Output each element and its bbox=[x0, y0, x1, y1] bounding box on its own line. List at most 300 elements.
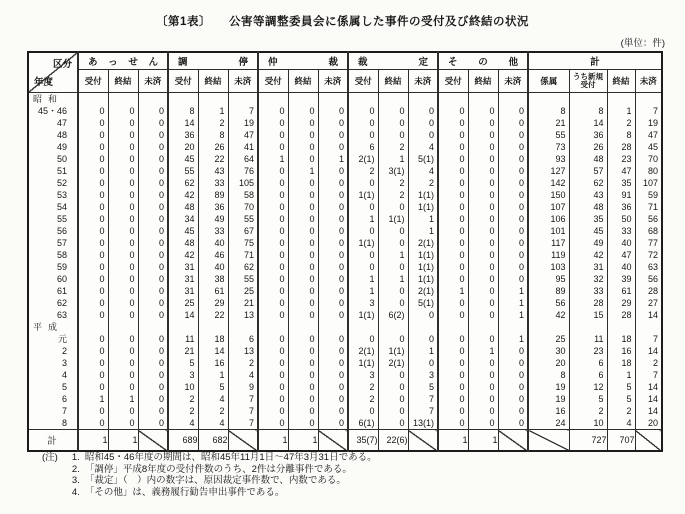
data-cell: 0 bbox=[459, 346, 465, 356]
data-cell: 0 bbox=[518, 190, 524, 200]
data-cell: 3(1) bbox=[388, 166, 405, 176]
data-cell: 13 bbox=[243, 310, 254, 320]
year-label: 62 bbox=[56, 298, 67, 308]
data-column bbox=[258, 93, 288, 430]
data-cell: 0 bbox=[518, 214, 524, 224]
footnotes-label: (注) bbox=[42, 452, 58, 463]
data-cell: 0 bbox=[518, 274, 524, 284]
data-cell: 0 bbox=[309, 202, 315, 212]
data-cell: 0 bbox=[338, 370, 344, 380]
data-cell: 5 bbox=[626, 382, 632, 392]
data-cell: 0 bbox=[99, 214, 105, 224]
data-cell: 0 bbox=[459, 178, 465, 188]
data-cell: 2 bbox=[369, 394, 375, 404]
data-cell: 0 bbox=[279, 238, 285, 248]
data-cell bbox=[229, 93, 258, 105]
data-cell: 28 bbox=[647, 286, 658, 296]
data-cell: 14 bbox=[647, 406, 658, 416]
data-cell: 31 bbox=[184, 262, 195, 272]
data-cell: 0 bbox=[129, 178, 135, 188]
year-label: 2 bbox=[61, 346, 67, 356]
data-cell: 1 bbox=[428, 226, 434, 236]
year-label: 5 bbox=[61, 382, 67, 392]
data-cell: 0 bbox=[279, 262, 285, 272]
subcolumn-header: 終結 bbox=[288, 70, 318, 93]
data-cell: 0 bbox=[129, 334, 135, 344]
data-cell: 38 bbox=[214, 274, 225, 284]
data-cell: 0 bbox=[369, 202, 375, 212]
data-cell: 0 bbox=[129, 166, 135, 176]
data-cell: 2 bbox=[399, 142, 405, 152]
data-cell: 1 bbox=[369, 286, 375, 296]
total-cell: 707 bbox=[607, 430, 635, 452]
data-cell bbox=[570, 321, 607, 333]
data-cell: 0 bbox=[309, 238, 315, 248]
data-cell: 1 bbox=[399, 154, 405, 164]
data-cell: 0 bbox=[459, 130, 465, 140]
data-cell: 8 bbox=[189, 106, 195, 116]
footnote-number: 1. bbox=[71, 452, 80, 463]
data-cell: 0 bbox=[309, 334, 315, 344]
data-cell: 4 bbox=[428, 142, 434, 152]
data-cell: 0 bbox=[369, 178, 375, 188]
data-cell: 1(1) bbox=[417, 274, 434, 284]
data-cell bbox=[349, 93, 378, 105]
year-label: 47 bbox=[56, 118, 67, 128]
data-cell: 0 bbox=[518, 394, 524, 404]
data-cell: 0 bbox=[428, 118, 434, 128]
data-cell bbox=[349, 321, 378, 333]
data-cell: 0 bbox=[129, 190, 135, 200]
data-cell: 56 bbox=[555, 298, 566, 308]
data-cell: 0 bbox=[158, 274, 164, 284]
data-cell: 0 bbox=[129, 250, 135, 260]
data-cell: 0 bbox=[459, 334, 465, 344]
data-cell: 0 bbox=[459, 358, 465, 368]
data-cell: 0 bbox=[129, 118, 135, 128]
data-cell: 0 bbox=[99, 418, 105, 428]
data-cell: 45 bbox=[647, 142, 658, 152]
year-label: 8 bbox=[61, 418, 67, 428]
data-cell: 31 bbox=[593, 262, 604, 272]
data-cell: 0 bbox=[369, 262, 375, 272]
subcolumn-header: 終結 bbox=[378, 70, 408, 93]
footnote-item bbox=[67, 475, 377, 487]
data-cell: 0 bbox=[279, 286, 285, 296]
data-cell: 34 bbox=[184, 214, 195, 224]
data-cell: 33 bbox=[214, 226, 225, 236]
data-cell: 0 bbox=[309, 346, 315, 356]
data-cell: 2 bbox=[219, 118, 225, 128]
data-cell: 0 bbox=[459, 154, 465, 164]
data-cell: 3 bbox=[428, 370, 434, 380]
data-cell bbox=[439, 93, 468, 105]
subcolumn-header: 終結 bbox=[468, 70, 498, 93]
data-cell: 39 bbox=[621, 274, 632, 284]
data-cell: 47 bbox=[243, 130, 254, 140]
data-cell: 2(1) bbox=[358, 154, 375, 164]
data-cell: 0 bbox=[158, 154, 164, 164]
data-cell: 1(1) bbox=[417, 202, 434, 212]
data-cell: 0 bbox=[99, 358, 105, 368]
data-cell: 0 bbox=[518, 358, 524, 368]
group-label-char: 定 bbox=[418, 57, 428, 68]
data-cell: 1 bbox=[338, 154, 344, 164]
data-cell: 0 bbox=[309, 370, 315, 380]
data-cell: 0 bbox=[518, 154, 524, 164]
data-cell: 70 bbox=[647, 154, 658, 164]
data-cell: 103 bbox=[550, 262, 566, 272]
data-cell: 6 bbox=[598, 358, 604, 368]
group-label-char: 仲 bbox=[268, 57, 278, 68]
data-cell: 0 bbox=[99, 274, 105, 284]
data-cell: 0 bbox=[279, 394, 285, 404]
data-column bbox=[78, 93, 108, 430]
data-cell: 0 bbox=[279, 214, 285, 224]
data-cell: 75 bbox=[243, 238, 254, 248]
data-cell: 43 bbox=[593, 190, 604, 200]
year-label: 48 bbox=[56, 130, 67, 140]
data-cell: 0 bbox=[399, 238, 405, 248]
data-cell: 0 bbox=[489, 310, 495, 320]
footnotes-list bbox=[67, 452, 377, 498]
year-label: 52 bbox=[56, 178, 67, 188]
data-cell: 9 bbox=[248, 382, 254, 392]
case-statistics-table bbox=[27, 51, 663, 452]
data-cell: 0 bbox=[309, 118, 315, 128]
year-label: 57 bbox=[56, 238, 67, 248]
data-cell: 55 bbox=[184, 166, 195, 176]
data-cell: 0 bbox=[129, 154, 135, 164]
data-cell: 0 bbox=[489, 130, 495, 140]
data-cell: 0 bbox=[279, 226, 285, 236]
data-cell: 0 bbox=[338, 166, 344, 176]
total-cell-not-applicable bbox=[498, 430, 528, 452]
subcolumn-header: 未済 bbox=[408, 70, 438, 93]
data-cell: 0 bbox=[309, 382, 315, 392]
data-cell: 41 bbox=[243, 142, 254, 152]
data-cell: 0 bbox=[489, 394, 495, 404]
data-cell: 45 bbox=[593, 226, 604, 236]
data-cell: 0 bbox=[399, 130, 405, 140]
data-cell: 0 bbox=[99, 226, 105, 236]
data-cell: 0 bbox=[158, 250, 164, 260]
header-group-row bbox=[28, 52, 662, 70]
data-cell: 0 bbox=[309, 154, 315, 164]
data-cell: 19 bbox=[555, 382, 566, 392]
year-label: 51 bbox=[56, 166, 67, 176]
data-cell: 0 bbox=[158, 226, 164, 236]
header-sub-row bbox=[28, 70, 662, 93]
data-cell: 2(1) bbox=[358, 346, 375, 356]
data-cell: 0 bbox=[369, 226, 375, 236]
data-cell: 0 bbox=[459, 262, 465, 272]
data-cell bbox=[469, 321, 498, 333]
data-cell: 1 bbox=[459, 286, 465, 296]
data-cell: 2(1) bbox=[417, 238, 434, 248]
total-cell-not-applicable bbox=[318, 430, 348, 452]
data-cell: 13 bbox=[243, 346, 254, 356]
data-cell: 40 bbox=[214, 238, 225, 248]
data-column bbox=[408, 93, 438, 430]
data-cell: 0 bbox=[459, 310, 465, 320]
data-cell: 5 bbox=[598, 394, 604, 404]
data-cell: 0 bbox=[338, 142, 344, 152]
data-cell bbox=[139, 93, 168, 105]
data-cell: 2 bbox=[598, 406, 604, 416]
data-cell: 21 bbox=[555, 118, 566, 128]
data-cell: 0 bbox=[99, 106, 105, 116]
data-cell: 1(1) bbox=[388, 346, 405, 356]
data-cell bbox=[169, 93, 198, 105]
column-group-5 bbox=[438, 52, 528, 70]
data-cell: 4 bbox=[219, 394, 225, 404]
data-cell: 31 bbox=[184, 274, 195, 284]
data-cell: 1 bbox=[518, 286, 524, 296]
data-cell bbox=[529, 321, 569, 333]
data-cell: 7 bbox=[248, 106, 254, 116]
data-cell: 0 bbox=[338, 106, 344, 116]
data-cell: 32 bbox=[593, 274, 604, 284]
data-cell: 0 bbox=[309, 406, 315, 416]
data-cell bbox=[409, 321, 438, 333]
data-cell: 1 bbox=[99, 394, 105, 404]
data-cell: 10 bbox=[184, 382, 195, 392]
data-cell: 0 bbox=[428, 130, 434, 140]
year-label: 6 bbox=[61, 394, 67, 404]
data-cell: 0 bbox=[338, 214, 344, 224]
data-cell: 1(1) bbox=[388, 214, 405, 224]
data-column bbox=[108, 93, 138, 430]
data-cell bbox=[79, 93, 108, 105]
data-cell: 0 bbox=[338, 286, 344, 296]
data-cell: 0 bbox=[459, 106, 465, 116]
data-cell bbox=[199, 321, 228, 333]
data-cell: 0 bbox=[279, 166, 285, 176]
data-cell: 0 bbox=[279, 274, 285, 284]
data-column bbox=[198, 93, 228, 430]
data-cell: 55 bbox=[243, 214, 254, 224]
data-cell bbox=[439, 321, 468, 333]
data-cell: 0 bbox=[129, 238, 135, 248]
data-cell: 21 bbox=[243, 298, 254, 308]
data-cell: 95 bbox=[555, 274, 566, 284]
column-group-1 bbox=[78, 52, 168, 70]
data-cell: 14 bbox=[214, 346, 225, 356]
data-cell: 0 bbox=[129, 274, 135, 284]
data-cell: 76 bbox=[243, 166, 254, 176]
data-cell: 0 bbox=[129, 286, 135, 296]
data-cell: 0 bbox=[309, 142, 315, 152]
data-cell: 1(1) bbox=[417, 250, 434, 260]
data-cell: 0 bbox=[129, 346, 135, 356]
data-cell: 0 bbox=[338, 238, 344, 248]
data-cell: 0 bbox=[459, 418, 465, 428]
body-row-band bbox=[28, 93, 662, 430]
data-cell: 0 bbox=[279, 118, 285, 128]
data-cell: 0 bbox=[459, 202, 465, 212]
footnote-item bbox=[67, 464, 377, 476]
data-cell: 0 bbox=[399, 118, 405, 128]
data-cell: 0 bbox=[99, 154, 105, 164]
subcolumn-header: 係属 bbox=[528, 70, 569, 93]
data-cell: 7 bbox=[652, 106, 658, 116]
data-cell: 0 bbox=[489, 214, 495, 224]
data-cell bbox=[199, 93, 228, 105]
group-label-char: 裁 bbox=[328, 57, 338, 68]
data-cell: 71 bbox=[243, 250, 254, 260]
data-cell: 8 bbox=[560, 106, 566, 116]
data-cell: 0 bbox=[309, 226, 315, 236]
data-cell: 0 bbox=[279, 382, 285, 392]
data-cell: 0 bbox=[518, 406, 524, 416]
data-cell: 0 bbox=[399, 418, 405, 428]
data-cell: 1 bbox=[518, 310, 524, 320]
data-cell: 0 bbox=[309, 250, 315, 260]
data-cell: 0 bbox=[338, 262, 344, 272]
data-cell: 2(1) bbox=[417, 286, 434, 296]
data-cell: 0 bbox=[489, 274, 495, 284]
data-cell: 0 bbox=[309, 274, 315, 284]
data-cell: 0 bbox=[459, 370, 465, 380]
data-cell: 0 bbox=[518, 238, 524, 248]
data-cell: 29 bbox=[621, 298, 632, 308]
data-cell: 46 bbox=[214, 250, 225, 260]
data-cell: 8 bbox=[219, 130, 225, 140]
data-column bbox=[607, 93, 635, 430]
data-cell: 0 bbox=[279, 298, 285, 308]
data-cell: 2 bbox=[626, 118, 632, 128]
data-cell: 0 bbox=[369, 334, 375, 344]
data-cell bbox=[636, 93, 662, 105]
data-cell: 3 bbox=[369, 298, 375, 308]
footnote-number: 4. bbox=[71, 486, 80, 498]
data-cell: 0 bbox=[459, 382, 465, 392]
data-cell: 0 bbox=[129, 418, 135, 428]
data-cell: 0 bbox=[99, 250, 105, 260]
data-cell: 0 bbox=[129, 202, 135, 212]
data-cell: 0 bbox=[99, 262, 105, 272]
data-cell: 55 bbox=[243, 274, 254, 284]
data-cell bbox=[319, 93, 348, 105]
data-cell: 5 bbox=[626, 394, 632, 404]
group-label-char: の bbox=[478, 57, 488, 68]
data-cell: 1 bbox=[129, 394, 135, 404]
year-label: 50 bbox=[56, 154, 67, 164]
year-column bbox=[28, 93, 78, 430]
year-label: 58 bbox=[56, 250, 67, 260]
data-cell: 0 bbox=[99, 118, 105, 128]
data-cell: 70 bbox=[243, 202, 254, 212]
data-cell: 7 bbox=[248, 418, 254, 428]
data-cell: 40 bbox=[621, 262, 632, 272]
subcolumn-header: うち新規受付 bbox=[569, 70, 607, 93]
data-cell: 0 bbox=[309, 310, 315, 320]
data-cell: 6 bbox=[248, 334, 254, 344]
data-cell: 0 bbox=[489, 178, 495, 188]
year-label: 元 bbox=[57, 334, 67, 344]
data-cell: 107 bbox=[642, 178, 658, 188]
column-group-2 bbox=[168, 52, 258, 70]
group-label-char: そ bbox=[448, 57, 458, 68]
data-cell: 0 bbox=[459, 190, 465, 200]
subcolumn-header: 終結 bbox=[607, 70, 635, 93]
data-cell: 5(1) bbox=[417, 298, 434, 308]
data-cell: 48 bbox=[593, 202, 604, 212]
data-cell: 2 bbox=[369, 382, 375, 392]
subcolumn-header: 終結 bbox=[108, 70, 138, 93]
total-cell: 727 bbox=[569, 430, 607, 452]
data-cell: 101 bbox=[550, 226, 566, 236]
data-cell: 0 bbox=[338, 406, 344, 416]
data-cell: 1 bbox=[626, 106, 632, 116]
data-cell: 0 bbox=[129, 358, 135, 368]
data-cell: 2 bbox=[189, 406, 195, 416]
data-cell: 0 bbox=[518, 226, 524, 236]
data-cell: 16 bbox=[621, 346, 632, 356]
data-cell: 0 bbox=[129, 406, 135, 416]
data-cell bbox=[570, 93, 607, 105]
group-label bbox=[259, 54, 347, 68]
data-cell: 0 bbox=[489, 286, 495, 296]
data-cell: 0 bbox=[369, 130, 375, 140]
data-cell: 1(1) bbox=[358, 238, 375, 248]
data-cell: 73 bbox=[555, 142, 566, 152]
data-cell: 106 bbox=[550, 214, 566, 224]
data-cell: 0 bbox=[489, 334, 495, 344]
data-cell bbox=[499, 93, 528, 105]
data-cell: 0 bbox=[489, 370, 495, 380]
data-cell: 62 bbox=[184, 178, 195, 188]
data-cell: 68 bbox=[647, 226, 658, 236]
data-cell: 0 bbox=[428, 106, 434, 116]
data-cell: 22 bbox=[214, 310, 225, 320]
data-cell: 0 bbox=[99, 310, 105, 320]
data-cell: 0 bbox=[99, 382, 105, 392]
data-cell: 0 bbox=[158, 130, 164, 140]
data-cell: 0 bbox=[489, 418, 495, 428]
data-cell: 18 bbox=[214, 334, 225, 344]
data-cell bbox=[139, 321, 168, 333]
data-column bbox=[438, 93, 468, 430]
subcolumn-header: 受付 bbox=[258, 70, 288, 93]
data-cell: 0 bbox=[459, 142, 465, 152]
data-column bbox=[288, 93, 318, 430]
data-cell: 42 bbox=[184, 190, 195, 200]
data-cell: 1(1) bbox=[358, 310, 375, 320]
data-cell: 0 bbox=[279, 202, 285, 212]
data-cell: 26 bbox=[593, 142, 604, 152]
data-cell: 1 bbox=[428, 346, 434, 356]
data-cell: 0 bbox=[369, 106, 375, 116]
data-cell: 49 bbox=[214, 214, 225, 224]
data-cell: 0 bbox=[338, 250, 344, 260]
data-cell: 0 bbox=[158, 382, 164, 392]
data-cell bbox=[379, 93, 408, 105]
data-cell: 0 bbox=[158, 214, 164, 224]
total-cell: 682 bbox=[198, 430, 228, 452]
data-cell: 0 bbox=[399, 106, 405, 116]
data-cell: 0 bbox=[338, 382, 344, 392]
data-cell: 7 bbox=[428, 406, 434, 416]
data-cell: 0 bbox=[338, 226, 344, 236]
data-cell: 2 bbox=[626, 406, 632, 416]
data-cell: 0 bbox=[309, 394, 315, 404]
data-cell: 2 bbox=[399, 190, 405, 200]
data-cell: 0 bbox=[129, 298, 135, 308]
data-cell: 1(1) bbox=[358, 190, 375, 200]
data-column bbox=[569, 93, 607, 430]
